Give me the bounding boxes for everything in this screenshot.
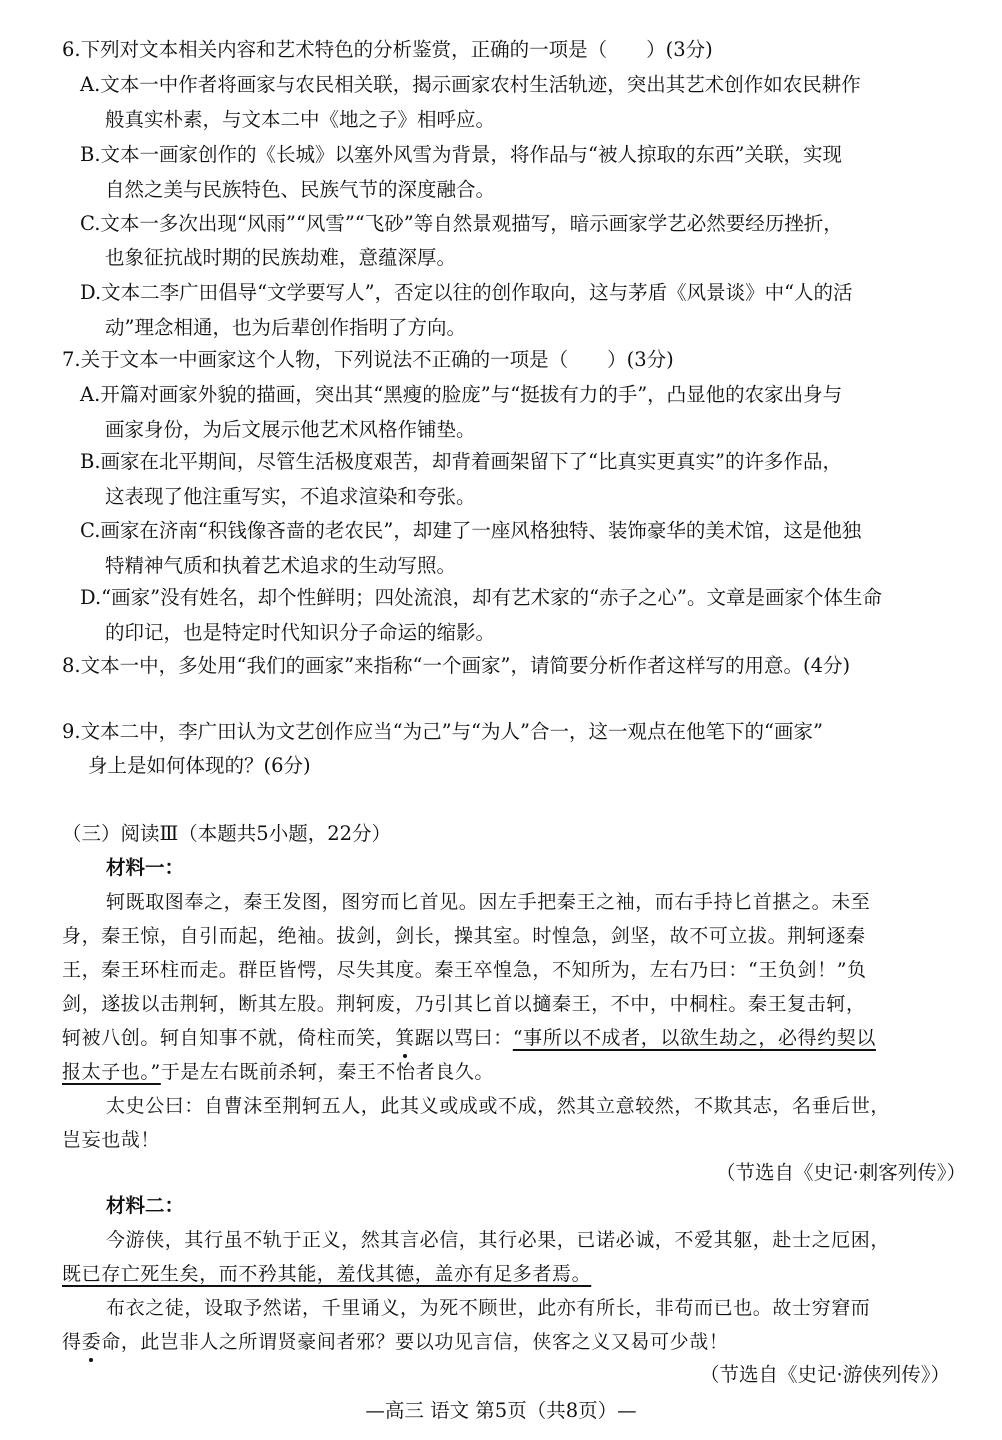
- material2-line4-text: 得: [62, 1331, 82, 1353]
- material1-line5-text2: 踞以骂曰：: [414, 1027, 513, 1049]
- q6-option-b-line2: 自然之美与民族特色、民族气节的深度融合。: [105, 178, 496, 201]
- material2-line4-text2: 命，此岂非人之所谓贤豪间者邪？要以功见言信，侠客之义又曷可少哉！: [101, 1331, 729, 1353]
- material2-source: （节选自《史记·游侠列传》）: [700, 1363, 950, 1386]
- q6-stem: 6.下列对文本相关内容和艺术特色的分析鉴赏，正确的一项是（ ）(3分): [62, 38, 713, 61]
- page-footer: —高三 语文 第5页（共8页）—: [365, 1399, 637, 1422]
- q7-option-d-line1: D.“画家”没有姓名，却个性鲜明；四处流浪，却有艺术家的“赤子之心”。文章是画家个体生命: [80, 586, 883, 609]
- underlined-sentence: “事所以不成者，以欲生劫之，必得约契以: [512, 1027, 876, 1049]
- q6-option-b-line1: B.文本一画家创作的《长城》以塞外风雪为背景，将作品与“被人掠取的东西”关联，实现: [80, 143, 842, 166]
- q9-stem-line1: 9.文本二中，李广田认为文艺创作应当“为己”与“为人”合一，这一观点在他笔下的“画家”: [62, 720, 823, 743]
- underlined-sentence-end: 报太子也。”: [62, 1061, 161, 1083]
- emphasis-dot-char-2: 委: [82, 1328, 102, 1356]
- material1-line7: 太史公曰：自曹沫至荆轲五人，此其义或成或不成，然其立意较然，不欺其志，名垂后世，: [106, 1095, 891, 1117]
- q7-option-b-line2: 这表现了他注重写实，不追求渲染和夸张。: [105, 485, 476, 508]
- material1-line5-text: 轲被八创。轲自知事不就，倚柱而笑，: [62, 1027, 396, 1049]
- material2-line4: [62, 1328, 728, 1356]
- material2-title: 材料二：: [106, 1194, 185, 1217]
- material1-line8: 岂妄也哉！: [62, 1129, 161, 1151]
- section3-title: （三）阅读Ⅲ（本题共5小题，22分）: [62, 822, 392, 845]
- material1-line6: [62, 1058, 494, 1086]
- emphasis-dot-char: 箕: [395, 1024, 415, 1052]
- material1-line4: 剑，遂拔以击荆轲，断其左股。荆轲废，乃引其匕首以擿秦王，不中，中桐柱。秦王复击轲，: [62, 993, 866, 1015]
- q7-option-c-line2: 特精神气质和执着艺术追求的生动写照。: [105, 554, 457, 577]
- q6-option-c-line2: 也象征抗战时期的民族劫难，意蕴深厚。: [105, 246, 457, 269]
- q7-option-b-line1: B.画家在北平期间，尽管生活极度艰苦，却背着画架留下了“比真实更真实”的许多作品，: [80, 450, 842, 473]
- material1-title: 材料一：: [106, 856, 185, 879]
- q6-option-d-line1: D.文本二李广田倡导“文学要写人”，否定以往的创作取向，这与茅盾《风景谈》中“人的活: [80, 281, 853, 304]
- material1-line2: 身，秦王惊，自引而起，绝袖。拔剑，剑长，操其室。时惶急，剑坚，故不可立拔。荆轲逐秦: [62, 925, 866, 947]
- material1-line3: 王，秦王环柱而走。群臣皆愕，尽失其度。秦王卒惶急，不知所为，左右乃曰：“王负剑！”负: [62, 959, 867, 981]
- q6-option-a-line1: A.文本一中作者将画家与农民相关联，揭示画家农村生活轨迹，突出其艺术创作如农民耕作: [80, 73, 861, 96]
- q7-option-a-line1: A.开篇对画家外貌的描画，突出其“黑瘦的脸庞”与“挺拔有力的手”，凸显他的农家出身与: [80, 383, 843, 406]
- material1-line6-text: 于是左右既前杀轲，秦王不怡者良久。: [160, 1061, 495, 1083]
- q8-stem: 8.文本一中，多处用“我们的画家”来指称“一个画家”，请简要分析作者这样写的用意。(4分): [62, 654, 851, 677]
- material2-line3: 布衣之徒，设取予然诺，千里诵义，为死不顾世，此亦有所长，非苟而已也。故士穷窘而: [106, 1297, 871, 1319]
- q6-option-a-line2: 般真实朴素，与文本二中《地之子》相呼应。: [105, 108, 496, 131]
- q7-stem: 7.关于文本一中画家这个人物，下列说法不正确的一项是（ ）(3分): [62, 348, 674, 371]
- material1-line5: [62, 1024, 876, 1052]
- material1-source: （节选自《史记·刺客列传》）: [716, 1161, 966, 1184]
- q7-option-a-line2: 画家身份，为后文展示他艺术风格作铺垫。: [105, 418, 476, 441]
- material2-line1: 今游侠，其行虽不轨于正义，然其言必信，其行必果，已诺必诚，不爱其躯，赴士之厄困，: [106, 1229, 891, 1251]
- q6-option-d-line2: 动”理念相通，也为后辈创作指明了方向。: [105, 316, 466, 339]
- q7-option-c-line1: C.画家在济南“积钱像吝啬的老农民”，却建了一座风格独特、装饰豪华的美术馆，这是他独: [80, 519, 862, 542]
- material1-line1: 轲既取图奉之，秦王发图，图穷而匕首见。因左手把秦王之袖，而右手持匕首揕之。未至: [106, 891, 871, 913]
- underlined-sentence-2: 既已存亡死生矣，而不矜其能，羞伐其德，盖亦有足多者焉。: [62, 1263, 592, 1285]
- material2-line2: [62, 1260, 591, 1288]
- q6-option-c-line1: C.文本一多次出现“风雨”“风雪”“飞砂”等自然景观描写，暗示画家学艺必然要经历挫折，: [80, 212, 843, 235]
- q9-stem-line2: 身上是如何体现的？(6分): [88, 754, 311, 777]
- q7-option-d-line2: 的印记，也是特定时代知识分子命运的缩影。: [105, 621, 496, 644]
